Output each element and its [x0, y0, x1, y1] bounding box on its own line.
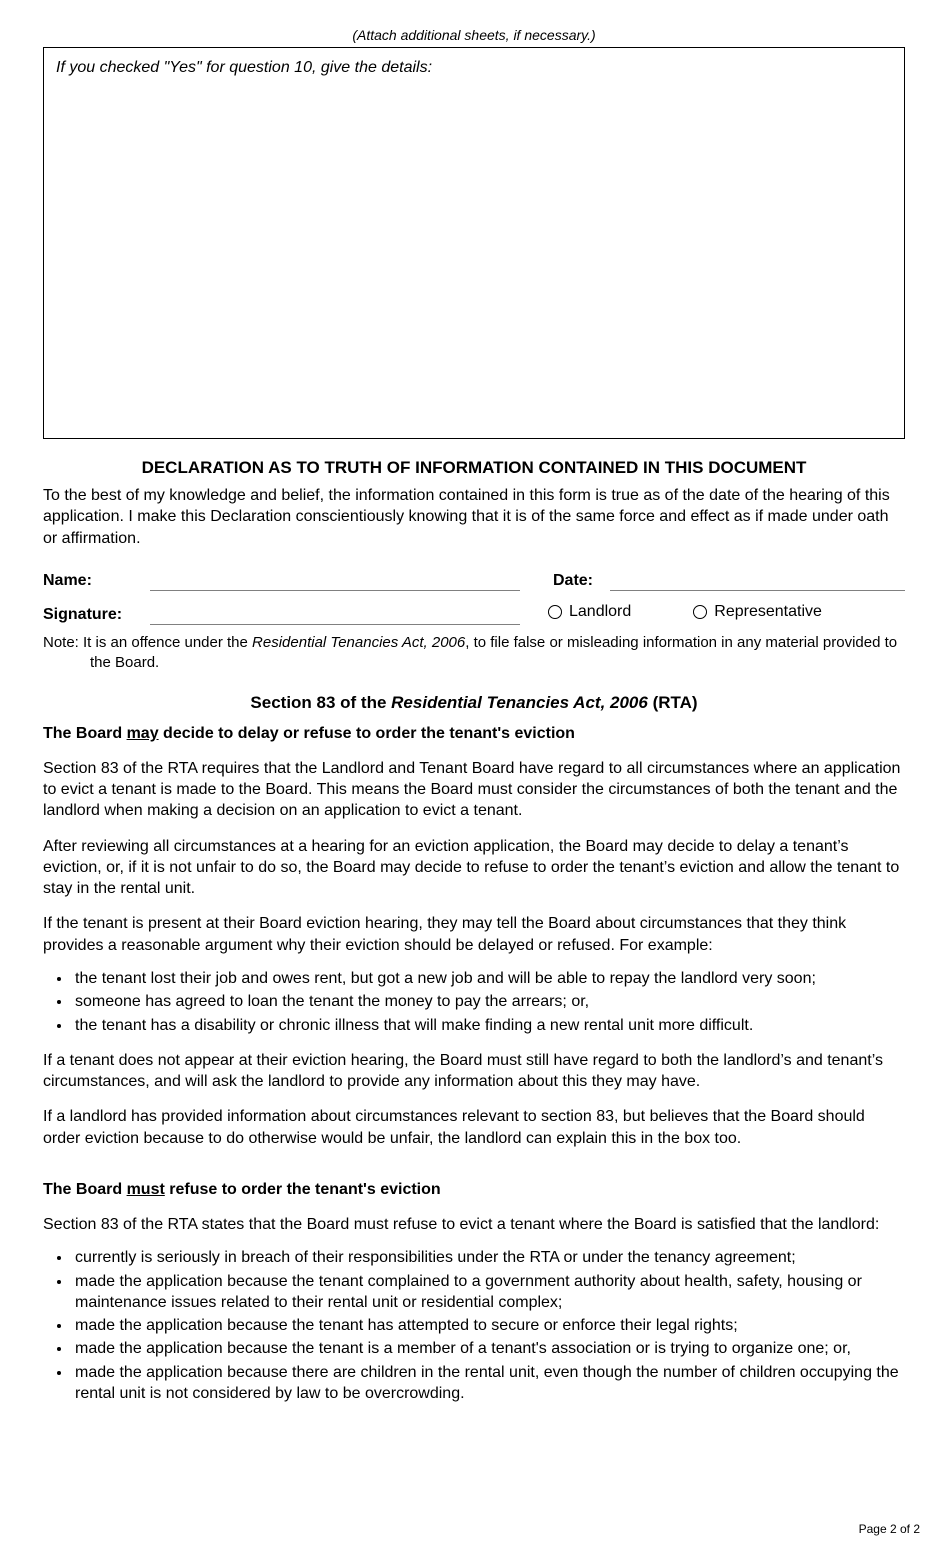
example-circumstances-list	[43, 968, 905, 1036]
radio-icon	[548, 605, 562, 619]
list-item: • made the application because the tenant has attempted to secure or enforce their legal rights;	[72, 1315, 905, 1336]
list-item: • the tenant lost their job and owes rent, but got a new job and will be able to repay the landlord very soon;	[72, 968, 905, 989]
list-item: • the tenant has a disability or chronic illness that will make finding a new rental unit more difficult.	[72, 1015, 905, 1036]
date-input-line[interactable]	[610, 565, 905, 591]
paragraph: Section 83 of the RTA states that the Board must refuse to evict a tenant where the Board is satisfied that the landlord:	[43, 1216, 880, 1234]
name-input-line[interactable]	[150, 565, 520, 591]
details-box[interactable]	[43, 47, 905, 439]
board-must-heading-prefix: The Board	[43, 1180, 127, 1198]
offence-note-suffix: , to file false or misleading information in any material provided to the Board.	[90, 634, 898, 671]
offence-note-act-name: Residential Tenancies Act, 2006	[252, 634, 466, 652]
details-box-label: If you checked "Yes" for question 10, give the details:	[56, 58, 433, 76]
landlord-radio-option[interactable]	[548, 601, 631, 622]
list-item: • made the application because there are children in the rental unit, even though the number of children occupying the rental unit is not considered by law to be overcrowding.	[72, 1362, 905, 1405]
signature-row	[43, 599, 905, 625]
board-must-heading-suffix: refuse to order the tenant's eviction	[164, 1180, 441, 1198]
landlord-radio-label: Landlord	[569, 603, 632, 621]
board-may-heading-suffix: decide to delay or refuse to order the tenant's eviction	[158, 724, 575, 742]
board-may-heading-prefix: The Board	[43, 724, 127, 742]
list-item: • someone has agreed to loan the tenant the money to pay the arrears; or,	[72, 991, 905, 1012]
representative-radio-option[interactable]	[693, 601, 822, 622]
offence-note	[43, 633, 905, 672]
paragraph: Section 83 of the RTA requires that the Landlord and Tenant Board have regard to all circumstances where an application to evict a tenant is made to the Board. This means the Board must consider the circumstances of both the tenant and the landlord when making a decision on an application to evict a tenant.	[43, 759, 901, 820]
representative-radio-label: Representative	[714, 603, 822, 621]
board-may-heading	[43, 723, 905, 744]
paragraph: If a tenant does not appear at their eviction hearing, the Board must still have regard to both the landlord’s and tenant’s circumstances, and will ask the landlord to provide any information about this they may have.	[43, 1051, 883, 1091]
board-may-heading-emphasis: may	[126, 724, 159, 742]
name-label: Name:	[43, 571, 92, 589]
attach-additional-sheets-note: (Attach additional sheets, if necessary.)	[352, 27, 596, 43]
list-item: • made the application because the tenant is a member of a tenant's association or is trying to organize one; or,	[72, 1338, 905, 1359]
declaration-title: DECLARATION AS TO TRUTH OF INFORMATION CONTAINED IN THIS DOCUMENT	[141, 457, 807, 477]
paragraph: If a landlord has provided information about circumstances relevant to section 83, but believes that the Board should order eviction because to do otherwise would be unfair, the landlord can explain this in the box too.	[43, 1108, 865, 1147]
offence-note-prefix: Note: It is an offence under the	[43, 634, 253, 652]
page-number: Page 2 of 2	[858, 1522, 920, 1537]
section-83-title-prefix: Section 83 of the	[250, 693, 392, 713]
declaration-body: To the best of my knowledge and belief, the information contained in this form is true as of the date of the hearing of this application. I make this Declaration conscientiously knowing that it is of the same force and effect as if made under oath or affirmation.	[43, 487, 890, 547]
board-must-heading-emphasis: must	[126, 1180, 165, 1198]
radio-icon	[693, 605, 707, 619]
date-label: Date:	[553, 571, 594, 589]
must-refuse-conditions-list	[43, 1247, 905, 1404]
section-83-title-suffix: (RTA)	[647, 693, 698, 713]
signed-by-radio-group	[548, 599, 822, 625]
name-date-row	[43, 565, 905, 591]
signature-label: Signature:	[43, 605, 123, 623]
board-must-heading	[43, 1179, 905, 1200]
section-83-title-act-name: Residential Tenancies Act, 2006	[391, 693, 648, 713]
list-item: • currently is seriously in breach of their responsibilities under the RTA or under the tenancy agreement;	[72, 1247, 905, 1268]
section-83-title	[43, 692, 905, 715]
paragraph: If the tenant is present at their Board eviction hearing, they may tell the Board about circumstances that they think provides a reasonable argument why their eviction should be delayed or refused. For example:	[43, 915, 847, 954]
list-item: • made the application because the tenant complained to a government authority about health, safety, housing or maintenance issues related to their rental unit or residential complex;	[72, 1271, 905, 1314]
signature-input-line[interactable]	[150, 599, 520, 625]
paragraph: After reviewing all circumstances at a hearing for an eviction application, the Board may decide to delay a tenant’s eviction, or, if it is not unfair to do so, the Board may decide to refuse to order the tenant’s eviction and allow the tenant to stay in the rental unit.	[43, 837, 900, 898]
